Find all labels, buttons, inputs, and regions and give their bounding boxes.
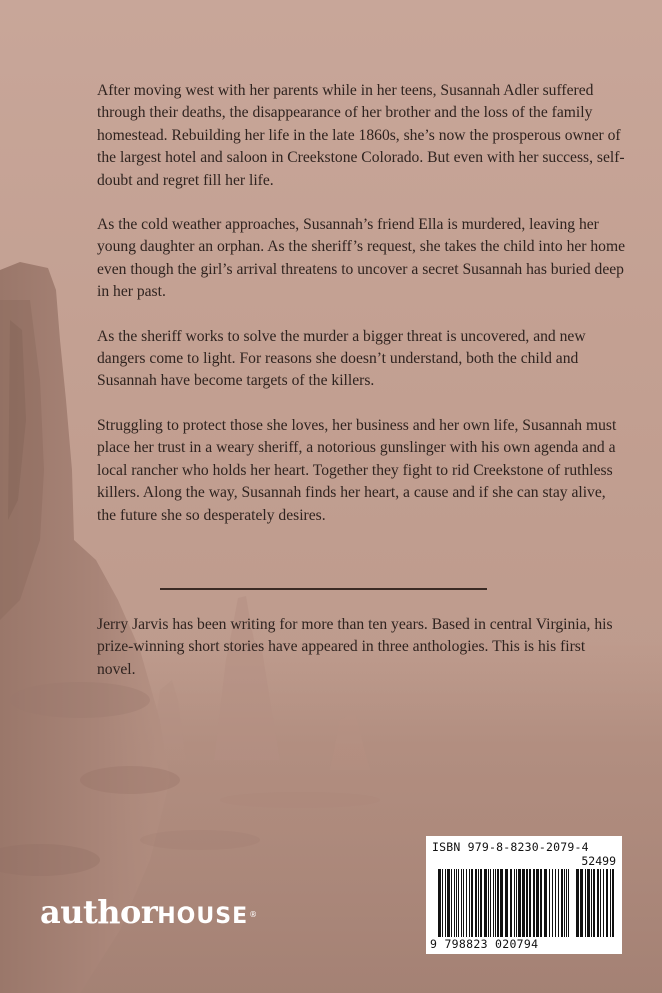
barcode-number: 9 798823 020794 — [430, 937, 539, 951]
price-code: 52499 — [581, 854, 616, 868]
publisher-logo-author: author — [40, 893, 158, 931]
author-bio: Jerry Jarvis has been writing for more than ten years. Based in central Virginia, his prize-winning short stories have appeared in three anthologies. This is his first novel. — [97, 616, 613, 678]
isbn-barcode — [426, 836, 622, 954]
ean-barcode-bars — [438, 869, 570, 937]
synopsis-paragraph-1: After moving west with her parents while in her teens, Susannah Adler suffered through their deaths, the disappearance of her brother and the loss of the family homestead. Rebuilding her life in the late 1860s, she’s now the prosperous owner of the largest hotel and saloon in Creekstone Colorado. But even with her success, self-doubt and regret fill her life. — [97, 82, 625, 189]
registered-mark: ® — [249, 909, 258, 919]
addon-barcode-bars — [576, 869, 614, 937]
publisher-logo-house: HOUSE — [157, 904, 249, 929]
synopsis-paragraph-4: Struggling to protect those she loves, her business and her own life, Susannah must place her trust in a weary sheriff, a notorious gunslinger with his own agenda and a local rancher who holds her heart. Together they fight to rid Creekstone of ruthless killers. Along the way, Susannah finds her heart, a cause and if she can stay alive, the future she so desperately desires. — [97, 416, 617, 524]
publisher-logo — [40, 893, 257, 933]
isbn-label: ISBN 979-8-8230-2079-4 — [432, 840, 589, 854]
section-divider — [160, 588, 487, 590]
synopsis-paragraph-3: As the sheriff works to solve the murder a bigger threat is uncovered, and new dangers come to light. For reasons she doesn’t understand, both the child and Susannah have become targets of the killers. — [97, 327, 586, 390]
synopsis-paragraph-2: As the cold weather approaches, Susannah’s friend Ella is murdered, leaving her young daughter an orphan. As the sheriff’s request, she takes the child into her home even though the girl’s arrival threatens to uncover a secret Susannah has buried deep in her past. — [97, 216, 626, 301]
synopsis — [97, 80, 627, 549]
